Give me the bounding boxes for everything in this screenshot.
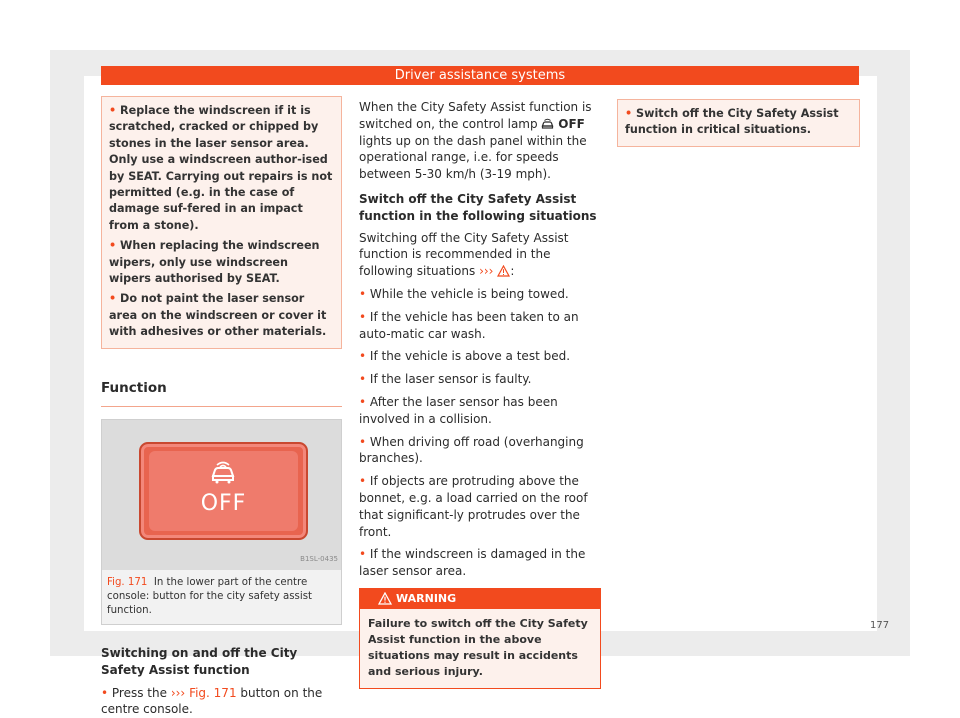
city-safety-lamp-icon <box>541 118 554 130</box>
list-item: • While the vehicle is being towed. <box>359 286 569 301</box>
note-box <box>617 99 860 147</box>
note-item: • When replacing the windscreen wipers, only use windscreen wipers authorised by SEAT. <box>109 239 320 286</box>
bullet-icon: • <box>359 394 370 409</box>
column-right <box>617 99 860 147</box>
cross-ref-arrows: ››› <box>479 264 494 279</box>
city-safety-assist-icon <box>210 460 236 484</box>
note-item: • Replace the windscreen if it is scratched, cracked or chipped by stones in the laser sensor area. Only use a windscreen author-ised by SEAT. Carrying out repairs is not permitted (e.g. in the case of damage suf-fered in an impact from a stone). <box>109 104 333 232</box>
off-label: OFF <box>558 116 585 131</box>
figure-171 <box>101 419 342 625</box>
bullet-icon: • <box>359 349 370 364</box>
chapter-header: Driver assistance systems <box>101 66 859 85</box>
bullet-icon: • <box>359 434 370 449</box>
page-number: 177 <box>870 620 890 631</box>
column-left <box>101 96 342 718</box>
button-off-label: OFF <box>200 490 247 516</box>
image-code: B1SL-0435 <box>300 554 338 563</box>
list-item: • If objects are protruding above the bonnet, e.g. a load carried on the roof that significant-ly protrudes over the front. <box>359 474 588 539</box>
figure-link[interactable]: Fig. 171 <box>189 685 237 700</box>
bullet-icon: • <box>109 104 121 117</box>
switch-off-heading: Switch off the City Safety Assist function in the following situations <box>359 191 597 223</box>
list-item: • If the windscreen is damaged in the laser sensor area. <box>359 547 586 579</box>
warning-box <box>359 588 601 689</box>
bullet-icon: • <box>109 292 121 306</box>
warning-triangle-icon <box>378 592 392 605</box>
note-box <box>101 96 342 349</box>
bullet-icon: • <box>359 474 370 489</box>
note-item: • Do not paint the laser sensor area on the windscreen or cover it with adhesives or other materials. <box>109 292 327 339</box>
list-item: • When driving off road (overhanging branches). <box>359 434 584 466</box>
warning-title: WARNING <box>396 591 457 605</box>
bullet-icon: • <box>109 239 121 253</box>
list-item: • If the laser sensor is faulty. <box>359 372 532 387</box>
bullet-icon: • <box>101 685 112 700</box>
recommend-paragraph: Switching off the City Safety Assist function is recommended in the following situations ››› : <box>359 230 569 279</box>
warning-header <box>360 589 600 609</box>
section-divider <box>101 406 342 407</box>
bullet-icon: • <box>359 547 370 562</box>
warning-text: Failure to switch off the City Safety Assist function in the above situations may result in accidents and serious injury. <box>368 616 588 678</box>
list-item: • If the vehicle is above a test bed. <box>359 349 571 364</box>
note-item: • Switch off the City Safety Assist function in critical situations. <box>625 107 839 137</box>
section-title: Function <box>101 379 167 396</box>
column-middle <box>359 99 601 689</box>
bullet-icon: • <box>359 286 370 301</box>
switch-bullet: • Press the ››› Fig. 171 button on the centre console. <box>101 685 323 717</box>
bullet-icon: • <box>359 309 370 324</box>
bullet-icon: • <box>359 372 370 387</box>
warning-triangle-icon[interactable] <box>497 265 510 277</box>
figure-caption <box>102 570 341 624</box>
list-item: • If the vehicle has been taken to an auto-matic car wash. <box>359 309 579 341</box>
list-item: • After the laser sensor has been involved in a collision. <box>359 394 558 426</box>
city-safety-off-button-illustration <box>139 442 308 540</box>
figure-number: Fig. 171 <box>107 576 148 588</box>
switch-heading: Switching on and off the City Safety Assist function <box>101 645 298 677</box>
cross-ref-arrows: ››› <box>170 685 186 700</box>
intro-paragraph: When the City Safety Assist function is switched on, the control lamp OFF lights up on the dash panel within the operational range, i.e. for speeds between 5-30 km/h (3-19 mph). <box>359 100 592 182</box>
figure-image <box>102 420 341 570</box>
bullet-icon: • <box>625 107 637 120</box>
caption-text: In the lower part of the centre console: button for the city safety assist function. <box>107 576 312 616</box>
